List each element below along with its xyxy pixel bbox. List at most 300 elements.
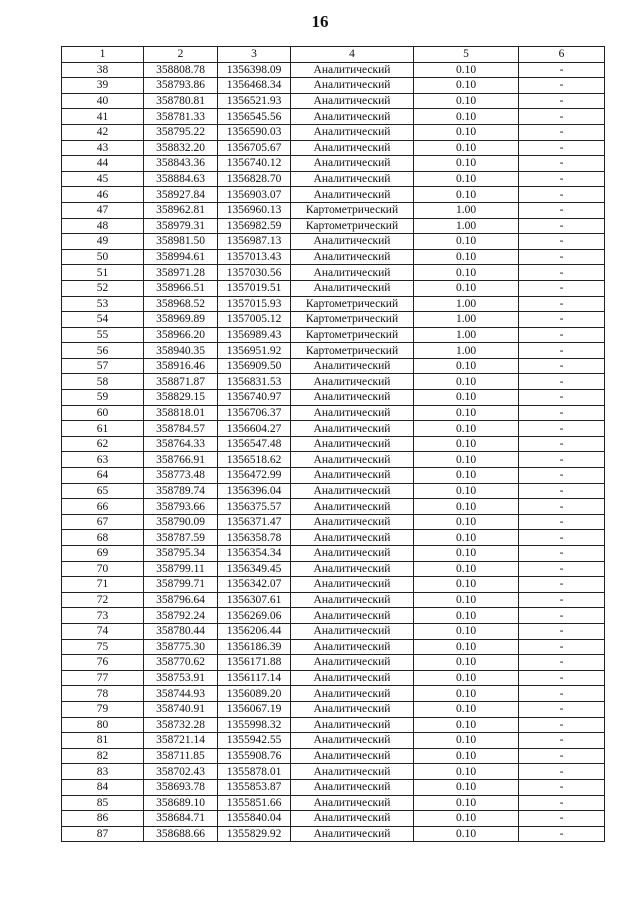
accuracy-cell: 0.10: [414, 748, 519, 764]
x-coordinate-cell: 358740.91: [144, 701, 218, 717]
x-coordinate-cell: 358787.59: [144, 530, 218, 546]
y-coordinate-cell: 1355998.32: [218, 717, 291, 733]
point-number-cell: 53: [62, 296, 144, 312]
accuracy-cell: 0.10: [414, 499, 519, 515]
column-header: 4: [291, 47, 414, 63]
point-number-cell: 39: [62, 78, 144, 94]
coordinates-table: [61, 46, 605, 842]
point-number-cell: 87: [62, 826, 144, 842]
note-cell: -: [519, 421, 605, 437]
method-cell: Аналитический: [291, 592, 414, 608]
x-coordinate-cell: 358766.91: [144, 452, 218, 468]
x-coordinate-cell: 358940.35: [144, 343, 218, 359]
x-coordinate-cell: 358966.20: [144, 327, 218, 343]
method-cell: Аналитический: [291, 717, 414, 733]
method-cell: Аналитический: [291, 686, 414, 702]
x-coordinate-cell: 358884.63: [144, 171, 218, 187]
note-cell: -: [519, 608, 605, 624]
method-cell: Аналитический: [291, 390, 414, 406]
method-cell: Аналитический: [291, 655, 414, 671]
table-row: [62, 234, 605, 250]
table-row: [62, 62, 605, 78]
accuracy-cell: 1.00: [414, 296, 519, 312]
point-number-cell: 67: [62, 514, 144, 530]
y-coordinate-cell: 1356349.45: [218, 561, 291, 577]
point-number-cell: 79: [62, 701, 144, 717]
note-cell: -: [519, 374, 605, 390]
accuracy-cell: 0.10: [414, 140, 519, 156]
note-cell: -: [519, 577, 605, 593]
accuracy-cell: 0.10: [414, 514, 519, 530]
y-coordinate-cell: 1356909.50: [218, 358, 291, 374]
note-cell: -: [519, 811, 605, 827]
y-coordinate-cell: 1356089.20: [218, 686, 291, 702]
table-row: [62, 452, 605, 468]
method-cell: Аналитический: [291, 826, 414, 842]
note-cell: -: [519, 140, 605, 156]
accuracy-cell: 0.10: [414, 171, 519, 187]
note-cell: -: [519, 124, 605, 140]
point-number-cell: 60: [62, 405, 144, 421]
note-cell: -: [519, 623, 605, 639]
method-cell: Картометрический: [291, 343, 414, 359]
y-coordinate-cell: 1356545.56: [218, 109, 291, 125]
note-cell: -: [519, 655, 605, 671]
x-coordinate-cell: 358969.89: [144, 312, 218, 328]
accuracy-cell: 0.10: [414, 62, 519, 78]
note-cell: -: [519, 670, 605, 686]
method-cell: Картометрический: [291, 312, 414, 328]
x-coordinate-cell: 358711.85: [144, 748, 218, 764]
table-row: [62, 78, 605, 94]
x-coordinate-cell: 358792.24: [144, 608, 218, 624]
method-cell: Аналитический: [291, 124, 414, 140]
point-number-cell: 42: [62, 124, 144, 140]
accuracy-cell: 0.10: [414, 234, 519, 250]
x-coordinate-cell: 358790.09: [144, 514, 218, 530]
method-cell: Аналитический: [291, 62, 414, 78]
x-coordinate-cell: 358981.50: [144, 234, 218, 250]
x-coordinate-cell: 358784.57: [144, 421, 218, 437]
y-coordinate-cell: 1355908.76: [218, 748, 291, 764]
method-cell: Аналитический: [291, 577, 414, 593]
x-coordinate-cell: 358780.81: [144, 93, 218, 109]
y-coordinate-cell: 1356371.47: [218, 514, 291, 530]
x-coordinate-cell: 358770.62: [144, 655, 218, 671]
point-number-cell: 48: [62, 218, 144, 234]
x-coordinate-cell: 358789.74: [144, 483, 218, 499]
column-header: 5: [414, 47, 519, 63]
method-cell: Аналитический: [291, 280, 414, 296]
x-coordinate-cell: 358916.46: [144, 358, 218, 374]
note-cell: -: [519, 530, 605, 546]
table-row: [62, 717, 605, 733]
method-cell: Аналитический: [291, 748, 414, 764]
accuracy-cell: 0.10: [414, 374, 519, 390]
x-coordinate-cell: 358799.11: [144, 561, 218, 577]
note-cell: -: [519, 795, 605, 811]
x-coordinate-cell: 358688.66: [144, 826, 218, 842]
accuracy-cell: 0.10: [414, 265, 519, 281]
accuracy-cell: 0.10: [414, 655, 519, 671]
y-coordinate-cell: 1356358.78: [218, 530, 291, 546]
method-cell: Аналитический: [291, 733, 414, 749]
table-row: [62, 327, 605, 343]
method-cell: Аналитический: [291, 109, 414, 125]
accuracy-cell: 0.10: [414, 670, 519, 686]
x-coordinate-cell: 358818.01: [144, 405, 218, 421]
table-row: [62, 265, 605, 281]
y-coordinate-cell: 1356375.57: [218, 499, 291, 515]
method-cell: Аналитический: [291, 156, 414, 172]
table-row: [62, 530, 605, 546]
point-number-cell: 50: [62, 249, 144, 265]
point-number-cell: 58: [62, 374, 144, 390]
accuracy-cell: 0.10: [414, 78, 519, 94]
point-number-cell: 74: [62, 623, 144, 639]
method-cell: Аналитический: [291, 608, 414, 624]
y-coordinate-cell: 1357015.93: [218, 296, 291, 312]
y-coordinate-cell: 1356307.61: [218, 592, 291, 608]
note-cell: -: [519, 733, 605, 749]
table-row: [62, 608, 605, 624]
point-number-cell: 44: [62, 156, 144, 172]
point-number-cell: 69: [62, 546, 144, 562]
x-coordinate-cell: 358793.86: [144, 78, 218, 94]
accuracy-cell: 0.10: [414, 592, 519, 608]
note-cell: -: [519, 358, 605, 374]
y-coordinate-cell: 1356206.44: [218, 623, 291, 639]
x-coordinate-cell: 358796.64: [144, 592, 218, 608]
note-cell: -: [519, 249, 605, 265]
y-coordinate-cell: 1357019.51: [218, 280, 291, 296]
method-cell: Аналитический: [291, 764, 414, 780]
x-coordinate-cell: 358994.61: [144, 249, 218, 265]
table-row: [62, 358, 605, 374]
point-number-cell: 59: [62, 390, 144, 406]
method-cell: Аналитический: [291, 623, 414, 639]
accuracy-cell: 0.10: [414, 452, 519, 468]
table-row: [62, 218, 605, 234]
note-cell: -: [519, 748, 605, 764]
y-coordinate-cell: 1356903.07: [218, 187, 291, 203]
point-number-cell: 56: [62, 343, 144, 359]
note-cell: -: [519, 717, 605, 733]
method-cell: Картометрический: [291, 218, 414, 234]
method-cell: Аналитический: [291, 421, 414, 437]
note-cell: -: [519, 436, 605, 452]
table-row: [62, 639, 605, 655]
accuracy-cell: 0.10: [414, 826, 519, 842]
y-coordinate-cell: 1357013.43: [218, 249, 291, 265]
table-row: [62, 343, 605, 359]
x-coordinate-cell: 358764.33: [144, 436, 218, 452]
accuracy-cell: 1.00: [414, 327, 519, 343]
column-header: 2: [144, 47, 218, 63]
method-cell: Аналитический: [291, 811, 414, 827]
y-coordinate-cell: 1355829.92: [218, 826, 291, 842]
x-coordinate-cell: 358832.20: [144, 140, 218, 156]
column-header: 1: [62, 47, 144, 63]
x-coordinate-cell: 358702.43: [144, 764, 218, 780]
y-coordinate-cell: 1355853.87: [218, 779, 291, 795]
method-cell: Аналитический: [291, 546, 414, 562]
table-row: [62, 171, 605, 187]
note-cell: -: [519, 592, 605, 608]
method-cell: Аналитический: [291, 483, 414, 499]
y-coordinate-cell: 1356951.92: [218, 343, 291, 359]
y-coordinate-cell: 1356342.07: [218, 577, 291, 593]
method-cell: Аналитический: [291, 187, 414, 203]
y-coordinate-cell: 1356831.53: [218, 374, 291, 390]
table-row: [62, 499, 605, 515]
y-coordinate-cell: 1355851.66: [218, 795, 291, 811]
table-row: [62, 421, 605, 437]
method-cell: Аналитический: [291, 265, 414, 281]
note-cell: -: [519, 78, 605, 94]
table-row: [62, 405, 605, 421]
y-coordinate-cell: 1356354.34: [218, 546, 291, 562]
note-cell: -: [519, 468, 605, 484]
method-cell: Аналитический: [291, 93, 414, 109]
y-coordinate-cell: 1356706.37: [218, 405, 291, 421]
x-coordinate-cell: 358971.28: [144, 265, 218, 281]
table-row: [62, 436, 605, 452]
point-number-cell: 66: [62, 499, 144, 515]
accuracy-cell: 1.00: [414, 218, 519, 234]
accuracy-cell: 0.10: [414, 608, 519, 624]
method-cell: Аналитический: [291, 358, 414, 374]
table-row: [62, 109, 605, 125]
note-cell: -: [519, 514, 605, 530]
accuracy-cell: 0.10: [414, 358, 519, 374]
table-row: [62, 623, 605, 639]
x-coordinate-cell: 358927.84: [144, 187, 218, 203]
point-number-cell: 41: [62, 109, 144, 125]
x-coordinate-cell: 358968.52: [144, 296, 218, 312]
accuracy-cell: 0.10: [414, 124, 519, 140]
point-number-cell: 51: [62, 265, 144, 281]
accuracy-cell: 0.10: [414, 561, 519, 577]
x-coordinate-cell: 358753.91: [144, 670, 218, 686]
x-coordinate-cell: 358808.78: [144, 62, 218, 78]
table-row: [62, 748, 605, 764]
y-coordinate-cell: 1356547.48: [218, 436, 291, 452]
table-row: [62, 701, 605, 717]
method-cell: Аналитический: [291, 78, 414, 94]
x-coordinate-cell: 358781.33: [144, 109, 218, 125]
table-row: [62, 249, 605, 265]
point-number-cell: 47: [62, 202, 144, 218]
x-coordinate-cell: 358689.10: [144, 795, 218, 811]
note-cell: -: [519, 546, 605, 562]
accuracy-cell: 0.10: [414, 577, 519, 593]
y-coordinate-cell: 1356989.43: [218, 327, 291, 343]
point-number-cell: 76: [62, 655, 144, 671]
y-coordinate-cell: 1356468.34: [218, 78, 291, 94]
y-coordinate-cell: 1356987.13: [218, 234, 291, 250]
table-row: [62, 93, 605, 109]
accuracy-cell: 0.10: [414, 811, 519, 827]
table-row: [62, 483, 605, 499]
point-number-cell: 45: [62, 171, 144, 187]
note-cell: -: [519, 265, 605, 281]
x-coordinate-cell: 358773.48: [144, 468, 218, 484]
accuracy-cell: 0.10: [414, 530, 519, 546]
y-coordinate-cell: 1356982.59: [218, 218, 291, 234]
note-cell: -: [519, 171, 605, 187]
y-coordinate-cell: 1356521.93: [218, 93, 291, 109]
y-coordinate-cell: 1356396.04: [218, 483, 291, 499]
note-cell: -: [519, 327, 605, 343]
table-row: [62, 577, 605, 593]
point-number-cell: 83: [62, 764, 144, 780]
method-cell: Аналитический: [291, 405, 414, 421]
accuracy-cell: 0.10: [414, 280, 519, 296]
y-coordinate-cell: 1356472.99: [218, 468, 291, 484]
table-row: [62, 140, 605, 156]
note-cell: -: [519, 156, 605, 172]
note-cell: -: [519, 187, 605, 203]
x-coordinate-cell: 358979.31: [144, 218, 218, 234]
method-cell: Картометрический: [291, 327, 414, 343]
accuracy-cell: 1.00: [414, 343, 519, 359]
table-row: [62, 187, 605, 203]
y-coordinate-cell: 1356960.13: [218, 202, 291, 218]
table-row: [62, 390, 605, 406]
x-coordinate-cell: 358829.15: [144, 390, 218, 406]
accuracy-cell: 0.10: [414, 483, 519, 499]
table-row: [62, 374, 605, 390]
y-coordinate-cell: 1356604.27: [218, 421, 291, 437]
point-number-cell: 71: [62, 577, 144, 593]
y-coordinate-cell: 1357030.56: [218, 265, 291, 281]
y-coordinate-cell: 1356740.12: [218, 156, 291, 172]
point-number-cell: 75: [62, 639, 144, 655]
point-number-cell: 46: [62, 187, 144, 203]
method-cell: Аналитический: [291, 171, 414, 187]
point-number-cell: 54: [62, 312, 144, 328]
x-coordinate-cell: 358871.87: [144, 374, 218, 390]
point-number-cell: 40: [62, 93, 144, 109]
accuracy-cell: 0.10: [414, 468, 519, 484]
note-cell: -: [519, 93, 605, 109]
note-cell: -: [519, 452, 605, 468]
y-coordinate-cell: 1356705.67: [218, 140, 291, 156]
y-coordinate-cell: 1355840.04: [218, 811, 291, 827]
table-row: [62, 592, 605, 608]
table-header-row: [62, 47, 605, 63]
method-cell: Аналитический: [291, 639, 414, 655]
accuracy-cell: 1.00: [414, 202, 519, 218]
x-coordinate-cell: 358780.44: [144, 623, 218, 639]
accuracy-cell: 0.10: [414, 733, 519, 749]
page-number: 16: [311, 12, 329, 31]
point-number-cell: 77: [62, 670, 144, 686]
table-row: [62, 779, 605, 795]
y-coordinate-cell: 1355942.55: [218, 733, 291, 749]
point-number-cell: 49: [62, 234, 144, 250]
table-row: [62, 202, 605, 218]
y-coordinate-cell: 1356590.03: [218, 124, 291, 140]
accuracy-cell: 0.10: [414, 795, 519, 811]
x-coordinate-cell: 358962.81: [144, 202, 218, 218]
note-cell: -: [519, 234, 605, 250]
note-cell: -: [519, 639, 605, 655]
point-number-cell: 64: [62, 468, 144, 484]
point-number-cell: 57: [62, 358, 144, 374]
table-row: [62, 280, 605, 296]
method-cell: Картометрический: [291, 202, 414, 218]
x-coordinate-cell: 358843.36: [144, 156, 218, 172]
note-cell: -: [519, 499, 605, 515]
point-number-cell: 38: [62, 62, 144, 78]
y-coordinate-cell: 1356269.06: [218, 608, 291, 624]
accuracy-cell: 0.10: [414, 717, 519, 733]
x-coordinate-cell: 358799.71: [144, 577, 218, 593]
note-cell: -: [519, 343, 605, 359]
point-number-cell: 81: [62, 733, 144, 749]
table-row: [62, 670, 605, 686]
point-number-cell: 63: [62, 452, 144, 468]
point-number-cell: 62: [62, 436, 144, 452]
note-cell: -: [519, 701, 605, 717]
point-number-cell: 80: [62, 717, 144, 733]
note-cell: -: [519, 390, 605, 406]
accuracy-cell: 0.10: [414, 546, 519, 562]
point-number-cell: 70: [62, 561, 144, 577]
table-row: [62, 795, 605, 811]
y-coordinate-cell: 1356186.39: [218, 639, 291, 655]
y-coordinate-cell: 1357005.12: [218, 312, 291, 328]
method-cell: Аналитический: [291, 530, 414, 546]
accuracy-cell: 0.10: [414, 436, 519, 452]
note-cell: -: [519, 686, 605, 702]
point-number-cell: 65: [62, 483, 144, 499]
accuracy-cell: 0.10: [414, 156, 519, 172]
y-coordinate-cell: 1356740.97: [218, 390, 291, 406]
table-row: [62, 312, 605, 328]
point-number-cell: 73: [62, 608, 144, 624]
method-cell: Аналитический: [291, 561, 414, 577]
table-row: [62, 655, 605, 671]
method-cell: Аналитический: [291, 670, 414, 686]
point-number-cell: 52: [62, 280, 144, 296]
note-cell: -: [519, 561, 605, 577]
note-cell: -: [519, 202, 605, 218]
method-cell: Аналитический: [291, 779, 414, 795]
point-number-cell: 72: [62, 592, 144, 608]
table-row: [62, 826, 605, 842]
y-coordinate-cell: 1356398.09: [218, 62, 291, 78]
note-cell: -: [519, 296, 605, 312]
accuracy-cell: 0.10: [414, 109, 519, 125]
method-cell: Картометрический: [291, 296, 414, 312]
y-coordinate-cell: 1356518.62: [218, 452, 291, 468]
method-cell: Аналитический: [291, 140, 414, 156]
x-coordinate-cell: 358693.78: [144, 779, 218, 795]
column-header: 6: [519, 47, 605, 63]
accuracy-cell: 0.10: [414, 421, 519, 437]
table-row: [62, 124, 605, 140]
table-row: [62, 686, 605, 702]
method-cell: Аналитический: [291, 452, 414, 468]
method-cell: Аналитический: [291, 234, 414, 250]
x-coordinate-cell: 358775.30: [144, 639, 218, 655]
note-cell: -: [519, 312, 605, 328]
y-coordinate-cell: 1356117.14: [218, 670, 291, 686]
method-cell: Аналитический: [291, 514, 414, 530]
